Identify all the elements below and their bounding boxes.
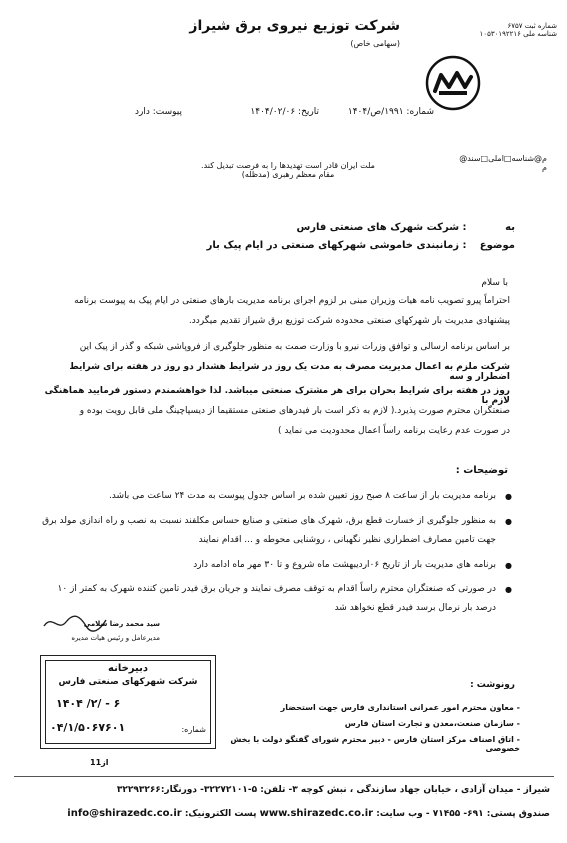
note-item: ● برنامه مدیریت بار از ساعت ۸ صبح روز تعیین شده بر اساس جدول پیوست به مدت ۲۴ ساعت می باشد.	[40, 487, 512, 506]
recipient-label: به	[505, 222, 515, 233]
registration-meta	[447, 22, 557, 38]
bullet-icon: ●	[505, 517, 512, 526]
footer-address: شیراز - میدان آزادی ، خیابان جهاد سازندگی ، نبش کوچه ۳- تلفن: ۵-۳۲۲۷۲۱۰۱- دورنگار:۳۲۲۹۳۲۶۶	[116, 785, 550, 795]
note-item: ● در صورتی که صنعتگران محترم راساً اقدام به توقف مصرف نمایند و جریان برق فیدر تامین کننده شهرک به کمتر از ۱۰ درصد بار نرمال برسد فیدر قطع نخواهد شد	[40, 580, 512, 618]
recipient-line	[60, 222, 515, 233]
stamp-number-label: شماره:	[181, 725, 206, 734]
slogan-text: ملت ایران قادر است تهدیدها را به فرصت تبدیل کند.	[201, 161, 375, 170]
slogan-block	[138, 161, 438, 179]
bullet-icon: ●	[505, 585, 512, 594]
bullet-icon: ●	[505, 492, 512, 501]
footer-website: www.shirazedc.co.ir	[259, 808, 374, 819]
footer-email: info@shirazedc.co.ir	[67, 808, 182, 819]
greeting: با سلام	[481, 278, 508, 288]
national-id: شناسه ملی ۱۰۵۳۰۱۹۲۲۱۶	[479, 30, 557, 38]
body-line: شرکت ملزم به اعمال مدیریت مصرف به مدت یک روز در شرایط هشدار دو روز در هفته برای شرایط اضطرار و سه	[69, 362, 510, 382]
stamp-number: ۰۴/۱/۵۰۶۷۶۰۱	[50, 721, 126, 734]
cc-item: - معاون محترم امور عمرانی استانداری فارس جهت استحضار	[280, 703, 520, 712]
body-line: صنعتگران محترم صورت پذیرد.( لازم به ذکر است بار فیدرهای صنعتی مستقیما از دیسپاچینگ ملی قابل رویت بوده و	[79, 406, 510, 416]
bullet-icon: ●	[505, 561, 512, 570]
body-line: پیشنهادی مدیریت بار شهرکهای صنعتی محدوده شرکت توزیع برق شیراز تقدیم میگردد.	[188, 316, 510, 326]
stamp-date: ۱۴۰۴ /۲/ - ۶	[56, 697, 121, 710]
signer-title: مدیرعامل و رئیس هیات مدیره	[71, 634, 160, 642]
notes-heading: توضیحات :	[455, 465, 508, 476]
body-line: احتراماً پیرو تصویب نامه هیات وزیران مبنی بر لزوم اجرای برنامه مدیریت بارهای صنعتی در ایام پیک به پیوست برنامه	[74, 296, 510, 306]
letter-attachment: پیوست: دارد	[134, 107, 182, 117]
page-number: 1از1	[90, 758, 109, 767]
footer-email-label: پست الکترونیک:	[184, 809, 257, 819]
footer-contact	[20, 808, 550, 819]
subject-label: موضوع	[479, 240, 515, 251]
footer-divider	[14, 776, 554, 777]
recipient-value: : شرکت شهرک های صنعتی فارس	[296, 222, 467, 233]
document-code-mark: م@شناسه□املی□سند@ م	[459, 154, 547, 172]
secretariat-stamp	[40, 655, 216, 749]
cc-title: رونوشت :	[470, 680, 515, 690]
body-line: روز در هفته برای شرایط بحران برای هر مشترک صنعتی میباشد. لذا خواهشمندم دستور فرمایید هماهنگی لازم با	[44, 386, 510, 406]
letter-date: تاریخ: ۱۴۰۴/۰۲/۰۶	[250, 107, 319, 117]
note-item: ● به منظور جلوگیری از خسارت قطع برق، شهرک های صنعتی و صنایع حساس مکلفند نسبت به نصب و راه اندازی مولد برق جهت تامین مصارف اضطراری نظیر نگهبانی ، روشنایی محوطه و ... اقدام نمایند	[40, 512, 512, 550]
subject-value: : زمانبندی خاموشی شهرکهای صنعتی در ایام پیک بار	[206, 240, 467, 251]
slogan-author: مقام معظم رهبری (مدظله)	[241, 170, 335, 179]
company-name	[180, 18, 400, 50]
body-line: در صورت عدم رعایت برنامه راساً اعمال محدودیت می نماید )	[278, 426, 510, 436]
cc-item: - اتاق اصناف مرکز استان فارس - دبیر محترم شورای گفتگو دولت با بخش خصوصی	[230, 735, 520, 753]
cc-item: - سازمان صنعت،معدن و تجارت استان فارس	[344, 719, 520, 728]
stamp-frame	[45, 660, 211, 744]
company-type: (سهامی خاص)	[350, 39, 400, 48]
subject-line	[60, 240, 515, 251]
signer-name: سید محمد رضا سلامی	[83, 620, 160, 628]
signature-block	[40, 612, 160, 656]
letter-number: شماره: ۱۹۹۱/ص/۱۴۰۴	[347, 107, 434, 117]
note-item: ● برنامه های مدیریت بار از تاریخ ۰۶اردیبهشت ماه شروع و تا ۳۰ مهر ماه ادامه دارد	[40, 556, 512, 575]
registration-number: شماره ثبت ۶۷۵۷	[507, 22, 557, 30]
stamp-org: شرکت شهرکهای صنعتی فارس	[58, 677, 198, 687]
footer-postal: صندوق پستی: ۶۹۱- ۷۱۴۵۵ - وب سایت:	[376, 809, 550, 819]
company-logo	[425, 55, 481, 111]
stamp-title: دبیرخانه	[108, 663, 148, 674]
company-name-text: شرکت توزیع نیروی برق شیراز	[189, 18, 400, 34]
body-line: بر اساس برنامه ارسالی و توافق وزرات نیرو با وزارت صمت به منظور جلوگیری از فروپاشی شبکه و گذر از پیک این	[79, 342, 510, 352]
